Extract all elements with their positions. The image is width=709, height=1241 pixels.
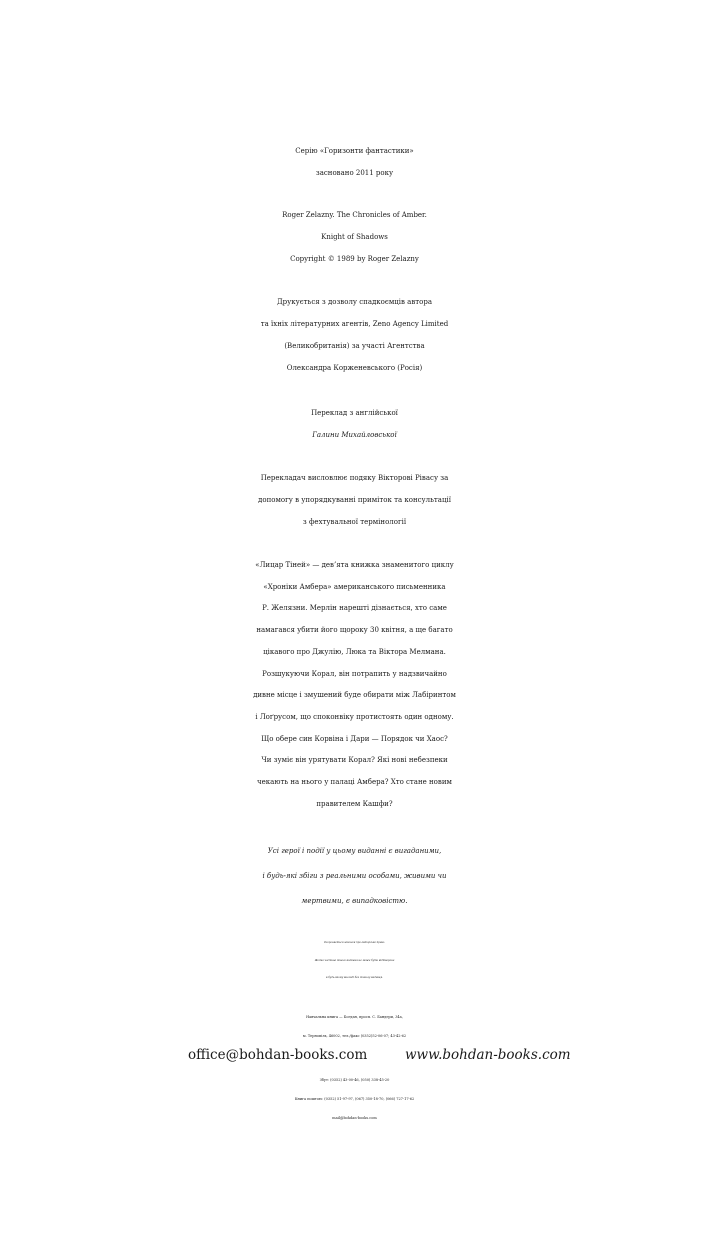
copyright-line: Охороняється законом про авторське право. — [323, 941, 386, 944]
mail-order-phones: Книга поштою: (0352) 51-97-97, (067) 350-18-70, (066) 727-17-62 — [294, 1097, 415, 1101]
disclaimer-line: Усі герої і події у цьому виданні є вигаданими, — [267, 847, 442, 855]
rights-line: та їхніх літературних агентів, Zeno Agency Limited — [260, 320, 449, 328]
translator-thanks — [0, 467, 709, 533]
rights-notice — [0, 291, 709, 379]
original-title: Knight of Shadows — [321, 233, 388, 241]
thanks-line: допомогу в упорядкуванні приміток та консультації — [258, 496, 451, 504]
series-notice — [0, 140, 709, 184]
publisher-city-phone: м. Тернопіль, 46002, тел./факс (0352)52-06-07; 43-42-62 — [302, 1034, 407, 1038]
series-title: Серію «Горизонти фантастики» — [295, 147, 414, 155]
copyright-line: Жодна частина даного видання не може бути відтворена — [314, 958, 395, 962]
publisher-info — [0, 1008, 709, 1065]
disclaimer-line: і будь-які збіги з реальними особами, живими чи — [262, 872, 447, 880]
fiction-disclaimer — [0, 839, 709, 914]
sales-email: mail@bohdan-books.com — [332, 1116, 377, 1120]
annotation-line: Чи зуміє він урятувати Корал? Які нові небезпеки — [261, 756, 448, 765]
original-copyright: Copyright © 1989 by Roger Zelazny — [290, 255, 419, 263]
series-founded: засновано 2011 року — [315, 169, 394, 177]
annotation-line: цікавого про Джулію, Люка та Віктора Мелмана. — [263, 647, 446, 656]
copyright-line: в будь-якому вигляді без дозволу видавця. — [326, 976, 383, 979]
thanks-line: Перекладач висловлює подяку Вікторові Рівасу за — [260, 474, 449, 482]
annotation-line: і Лоґрусом, що споконвіку протистоять один одному. — [255, 712, 454, 721]
annotation-line: чекають на нього у палаці Амбера? Хто стане новим — [257, 778, 452, 787]
annotation-line: Розшукуючи Корал, він потрапить у надзвичайно — [262, 669, 447, 678]
rights-line: Олександра Корженевського (Росія) — [286, 364, 423, 372]
annotation-line: «Лицар Тіней» — дев’ята книжка знаменитого циклу — [255, 561, 454, 569]
disclaimer-line: мертвими, є випадковістю. — [301, 897, 408, 905]
rights-line: (Великобританія) за участі Агентства — [284, 342, 425, 350]
annotation-line: Р. Желязни. Мерлін нарешті дізнається, хто саме — [262, 604, 447, 613]
original-title-block — [0, 204, 709, 270]
original-author-series: Roger Zelazny. The Chronicles of Amber. — [282, 211, 427, 219]
annotation-line: «Хроніки Амбера» американського письменника — [263, 582, 446, 591]
annotation-line: дивне місце і змушений буде обирати між Лабіринтом — [253, 691, 456, 700]
sales-phones: Збут: (0352) 43-00-46, (050) 338-45-20 — [319, 1078, 390, 1082]
publisher-email: office@bohdan-books.com — [188, 1047, 368, 1063]
translation-credit — [0, 402, 709, 446]
rights-line: Друкується з дозволу спадкоємців автора — [276, 298, 433, 306]
annotation-line: намагався убити його щороку 30 квітня, а ще багато — [256, 626, 453, 635]
publisher-website: www.bohdan-books.com — [405, 1047, 571, 1063]
translator-name: Галини Михайловської — [312, 431, 397, 439]
publisher-name-address: Навчальна книга — Богдан, просп. С. Бандери, 34а, — [306, 1015, 403, 1019]
publisher-contacts — [0, 1046, 709, 1065]
annotation-line: Що обере син Корвіна і Дари — Порядок чи Хаос? — [261, 734, 448, 743]
copyright-notice — [0, 934, 709, 987]
book-annotation — [0, 555, 709, 815]
thanks-line: з фехтувальної термінології — [302, 518, 407, 526]
annotation-line: правителем Кашфи? — [316, 799, 393, 808]
translation-label: Переклад з англійської — [311, 409, 398, 417]
sales-info — [0, 1071, 709, 1128]
